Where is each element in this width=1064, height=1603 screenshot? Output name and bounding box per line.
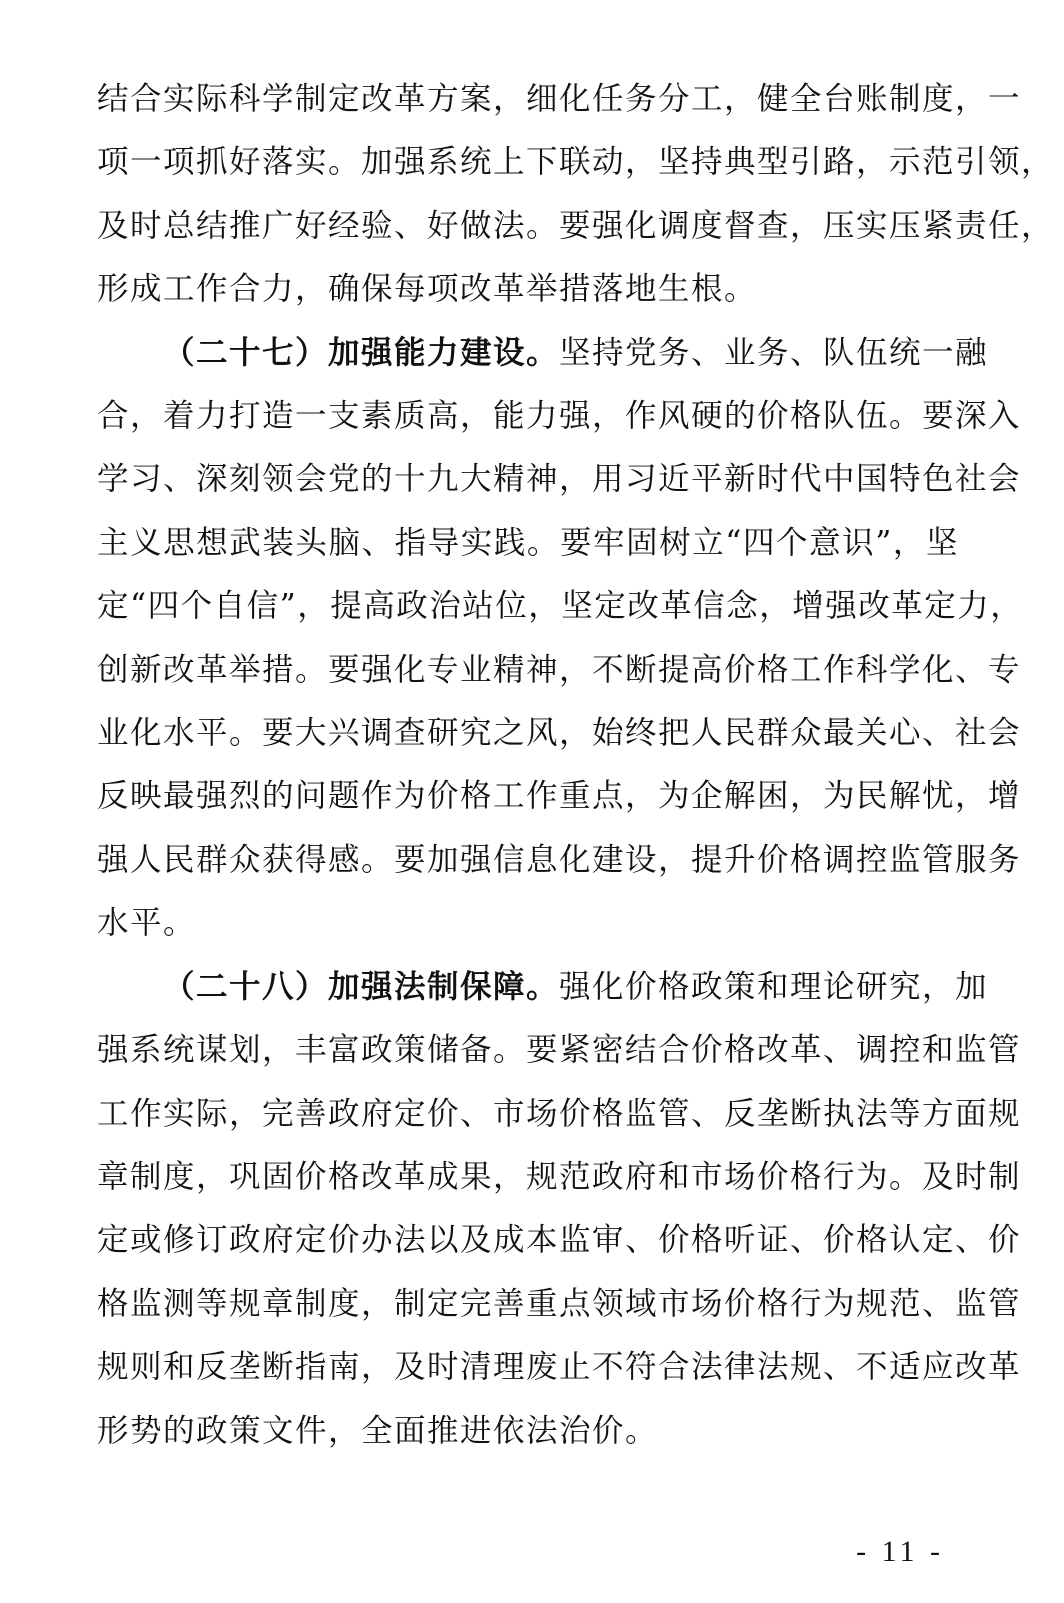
text-line: 形势的政策文件，全面推进依法治价。 (97, 1412, 659, 1449)
text-line: 强系统谋划，丰富政策储备。要紧密结合价格改革、调控和监管 (97, 1032, 1022, 1069)
text-line: 格监测等规章制度，制定完善重点领域市场价格行为规范、监管 (97, 1285, 1022, 1322)
text-line-first (97, 956, 989, 1019)
text-line: 结合实际科学制定改革方案，细化任务分工，健全台账制度，一 (97, 81, 1022, 117)
text-line: 项一项抓好落实。加强系统上下联动，坚持典型引路，示范引领， (97, 144, 1055, 181)
text-line: 反映最强烈的问题作为价格工作重点，为企解困，为民解忧，增 (97, 778, 1022, 815)
paragraph-continuation (97, 68, 1055, 322)
text-line: 业化水平。要大兴调查研究之风，始终把人民群众最关心、社会 (97, 715, 1022, 752)
paragraph-28 (97, 956, 1022, 1463)
text-line-first (97, 322, 989, 385)
page-number: - 11 - (856, 1535, 944, 1568)
text-line: 规则和反垄断指南，及时清理废止不符合法律法规、不适应改革 (97, 1349, 1022, 1386)
text-line: 创新改革举措。要强化专业精神，不断提高价格工作科学化、专 (97, 651, 1022, 688)
text-line: 强人民群众获得感。要加强信息化建设，提升价格调控监管服务 (97, 841, 1022, 878)
text-line: 主义思想武装头脑、指导实践。要牢固树立“四个意识”，坚 (97, 524, 959, 561)
document-body (97, 68, 1055, 1463)
text-line: 章制度，巩固价格改革成果，规范政府和市场价格行为。及时制 (97, 1158, 1022, 1195)
text-run: 强化价格政策和理论研究，加 (559, 968, 989, 1005)
section-heading-28: （二十八）加强法制保障。 (163, 968, 560, 1005)
text-line: 及时总结推广好经验、好做法。要强化调度督查，压实压紧责任， (97, 207, 1055, 244)
text-line: 定“四个自信”，提高政治站位，坚定改革信念，增强改革定力， (97, 588, 1024, 625)
text-line: 工作实际，完善政府定价、市场价格监管、反垄断执法等方面规 (97, 1095, 1022, 1132)
text-line: 合，着力打造一支素质高，能力强，作风硬的价格队伍。要深入 (97, 398, 1022, 435)
text-line: 定或修订政府定价办法以及成本监审、价格听证、价格认定、价 (97, 1222, 1022, 1259)
section-heading-27: （二十七）加强能力建设。 (163, 334, 560, 371)
text-run: 坚持党务、业务、队伍统一融 (559, 334, 989, 371)
text-line: 学习、深刻领会党的十九大精神，用习近平新时代中国特色社会 (97, 461, 1022, 498)
text-line: 形成工作合力，确保每项改革举措落地生根。 (97, 271, 758, 308)
paragraph-27 (97, 322, 1024, 956)
text-line: 水平。 (97, 905, 197, 942)
